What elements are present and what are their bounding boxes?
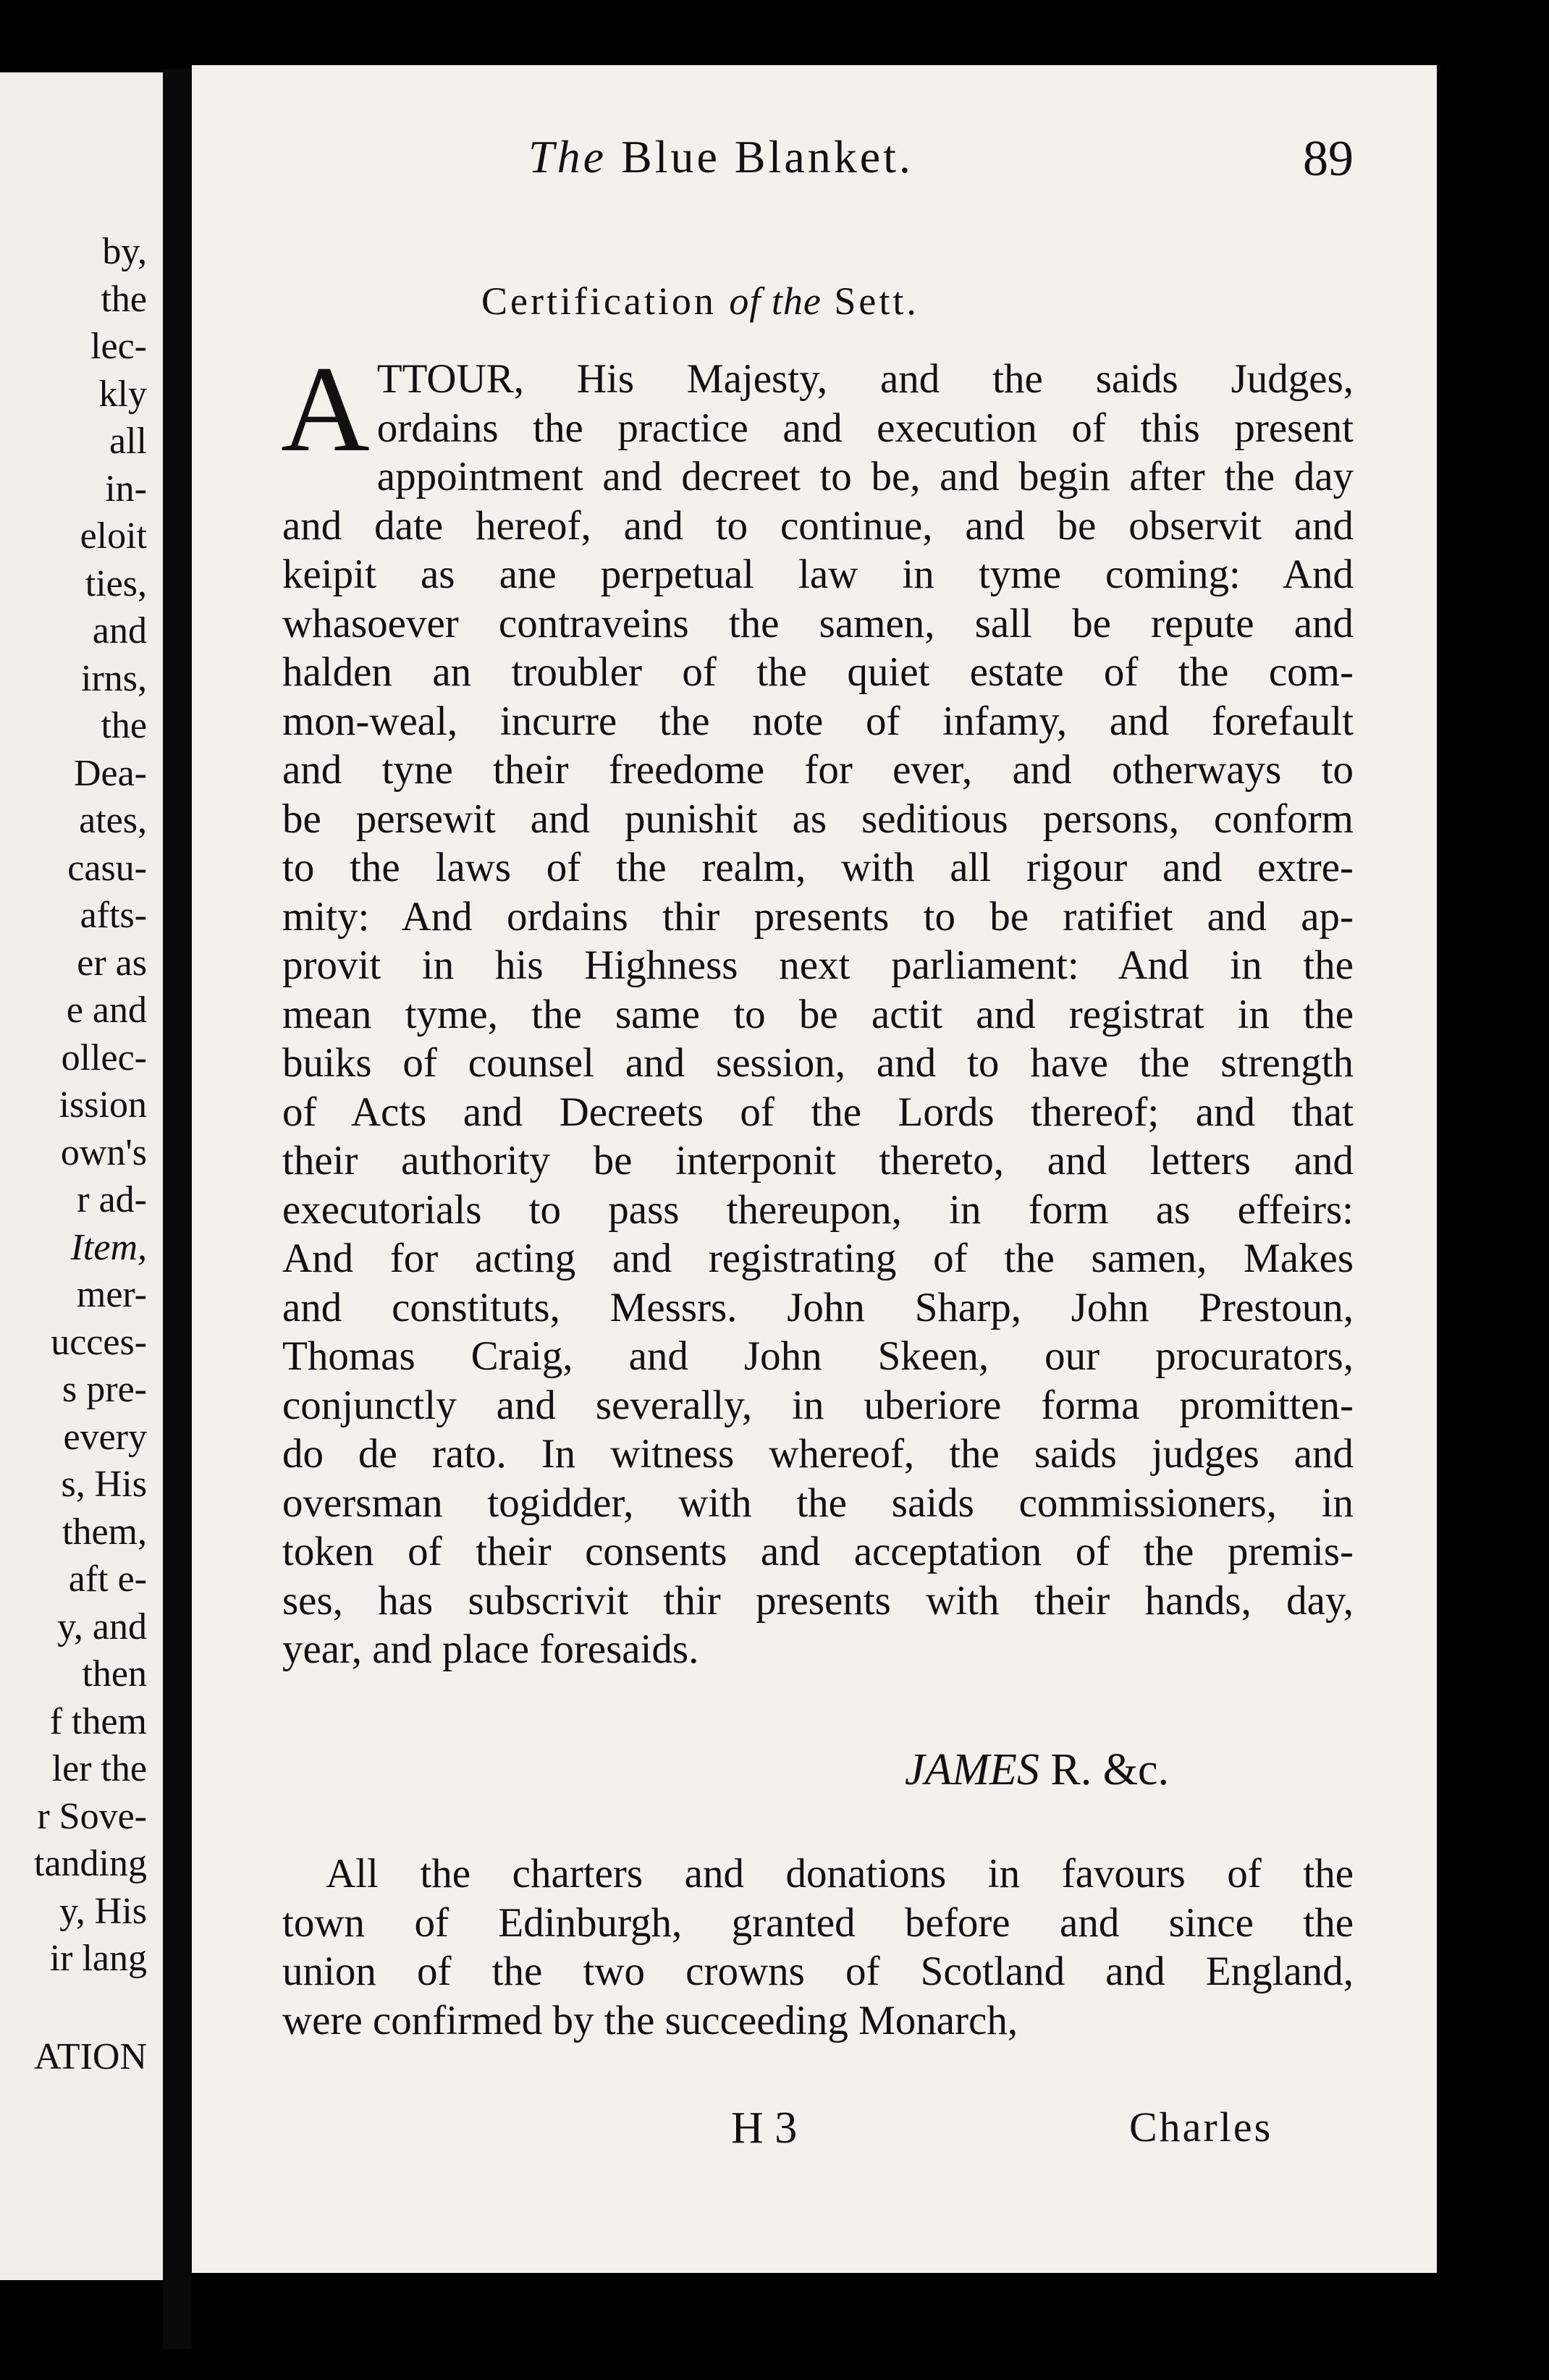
left-fragment: by, <box>102 231 147 272</box>
text-line: of Acts and Decreets of the Lords thereof; and that <box>282 1089 1354 1135</box>
page-number: 89 <box>1303 131 1354 187</box>
left-fragment: er as <box>77 942 147 984</box>
left-fragment: and <box>92 610 147 651</box>
left-fragment: all <box>109 421 147 462</box>
left-fragment: the <box>101 278 147 320</box>
signature-mark: H 3 <box>731 2103 798 2153</box>
left-page-fragments <box>0 72 163 2280</box>
left-fragment: tanding <box>34 1843 147 1884</box>
left-fragment: ties, <box>85 562 147 604</box>
text-line: and tyne their freedome for ever, and otherways to <box>282 747 1354 793</box>
text-line: provit in his Highness next parliament: And in the <box>282 942 1354 988</box>
left-fragment: them, <box>62 1511 147 1553</box>
left-fragment: then <box>82 1653 147 1695</box>
text-line: token of their consents and acceptation of the premis- <box>282 1529 1354 1574</box>
left-fragment: the <box>101 705 147 746</box>
left-fragment: ler the <box>51 1748 147 1789</box>
running-title-prefix: The <box>528 131 607 182</box>
left-fragment: casu- <box>67 847 147 889</box>
text-line: mean tyme, the same to be actit and registrat in the <box>282 991 1354 1037</box>
attestation-suffix: R. &c. <box>1050 1745 1170 1794</box>
section-title-part3: Sett. <box>834 279 919 323</box>
left-fragment: every <box>63 1416 147 1458</box>
text-line: ses, has subscrivit thir presents with their hands, day, <box>282 1577 1354 1624</box>
left-fragment: ucces- <box>51 1321 147 1363</box>
running-title-main: Blue Blanket. <box>621 131 913 182</box>
left-fragment: kly <box>98 373 147 415</box>
text-line: and date hereof, and to continue, and be observit and <box>282 502 1354 549</box>
text-line: appointment and decreet to be, and begin after the day <box>376 454 1354 499</box>
text-line: their authority be interponit thereto, and letters and <box>282 1138 1354 1183</box>
paragraph-charters <box>282 1849 1354 2045</box>
catchword: Charles <box>1129 2103 1273 2151</box>
drop-cap: A <box>281 341 370 477</box>
text-line: and constituts, Messrs. John Sharp, John Prestoun, <box>282 1284 1354 1330</box>
text-line: buiks of counsel and session, and to have the strength <box>282 1040 1354 1086</box>
text-line: were confirmed by the succeeding Monarch, <box>282 1997 1018 2043</box>
section-title-part1: Certification <box>481 279 717 323</box>
text-line: keipit as ane perpetual law in tyme coming: And <box>282 552 1354 597</box>
text-line: TTOUR, His Majesty, and the saids Judges, <box>376 356 1354 402</box>
royal-attestation <box>905 1744 1169 1796</box>
left-fragment: s, His <box>61 1464 147 1505</box>
text-line: And for acting and registrating of the samen, Makes <box>282 1236 1354 1281</box>
text-line: do de rato. In witness whereof, the saids judges and <box>282 1431 1354 1477</box>
left-fragment: e and <box>66 989 147 1031</box>
left-fragment: Dea- <box>73 752 147 794</box>
left-fragment: ission <box>59 1084 147 1126</box>
text-line: mity: And ordains thir presents to be ratifiet and ap- <box>282 893 1354 940</box>
left-page <box>0 72 163 2280</box>
text-line: All the charters and donations in favours of the <box>326 1851 1354 1896</box>
text-line: conjunctly and severally, in uberiore forma promitten- <box>282 1382 1354 1428</box>
text-line: oversman togidder, with the saids commissioners, in <box>282 1480 1354 1526</box>
text-line: to the laws of the realm, with all rigour and extre- <box>282 845 1354 890</box>
text-line: Thomas Craig, and John Skeen, our procurators, <box>282 1333 1354 1379</box>
left-fragment: y, His <box>59 1890 147 1932</box>
left-fragment: eloit <box>80 515 147 557</box>
left-fragment: irns, <box>81 657 147 699</box>
attestation-name: JAMES <box>905 1745 1039 1794</box>
left-fragment: aft e- <box>68 1558 147 1600</box>
paragraph-charters-lines <box>282 1849 1354 2045</box>
text-line: ordains the practice and execution of this present <box>376 405 1354 451</box>
left-fragment: ir lang <box>49 1938 147 1979</box>
left-fragment: y, and <box>57 1605 147 1647</box>
text-line: mon-weal, incurre the note of infamy, and forefault <box>282 698 1354 744</box>
section-title <box>481 279 919 324</box>
left-fragment: Item, <box>70 1226 147 1268</box>
left-fragment: s pre- <box>62 1369 147 1410</box>
gutter <box>163 69 192 2349</box>
running-header <box>290 130 1354 195</box>
left-fragment: lec- <box>90 326 147 367</box>
left-fragment: ATION <box>34 2035 147 2077</box>
text-line: year, and place foresaids. <box>282 1626 699 1672</box>
text-line: halden an troubler of the quiet estate of the com- <box>282 649 1354 695</box>
left-fragment: afts- <box>80 895 147 936</box>
left-fragment: r Sove- <box>37 1795 147 1837</box>
text-line: whasoever contraveins the samen, sall be repute and <box>282 600 1354 646</box>
text-line: town of Edinburgh, granted before and since the <box>282 1899 1354 1946</box>
text-line: union of the two crowns of Scotland and England, <box>282 1949 1354 1994</box>
left-fragment: ates, <box>79 800 147 841</box>
left-fragment: r ad- <box>77 1179 147 1220</box>
running-title <box>528 130 913 184</box>
left-fragment: in- <box>105 468 147 510</box>
text-line: executorials to pass thereupon, in form as effeirs: <box>282 1186 1354 1233</box>
left-fragment: ollec- <box>61 1037 147 1079</box>
left-fragment: f them <box>49 1700 147 1742</box>
paragraph-main-lines <box>281 341 1354 1674</box>
section-title-part2: of the <box>729 279 822 323</box>
paragraph-main <box>281 341 1354 1674</box>
left-fragment: mer- <box>76 1274 147 1315</box>
left-fragment: own's <box>60 1131 147 1173</box>
text-line: be persewit and punishit as seditious persons, conform <box>282 796 1354 842</box>
